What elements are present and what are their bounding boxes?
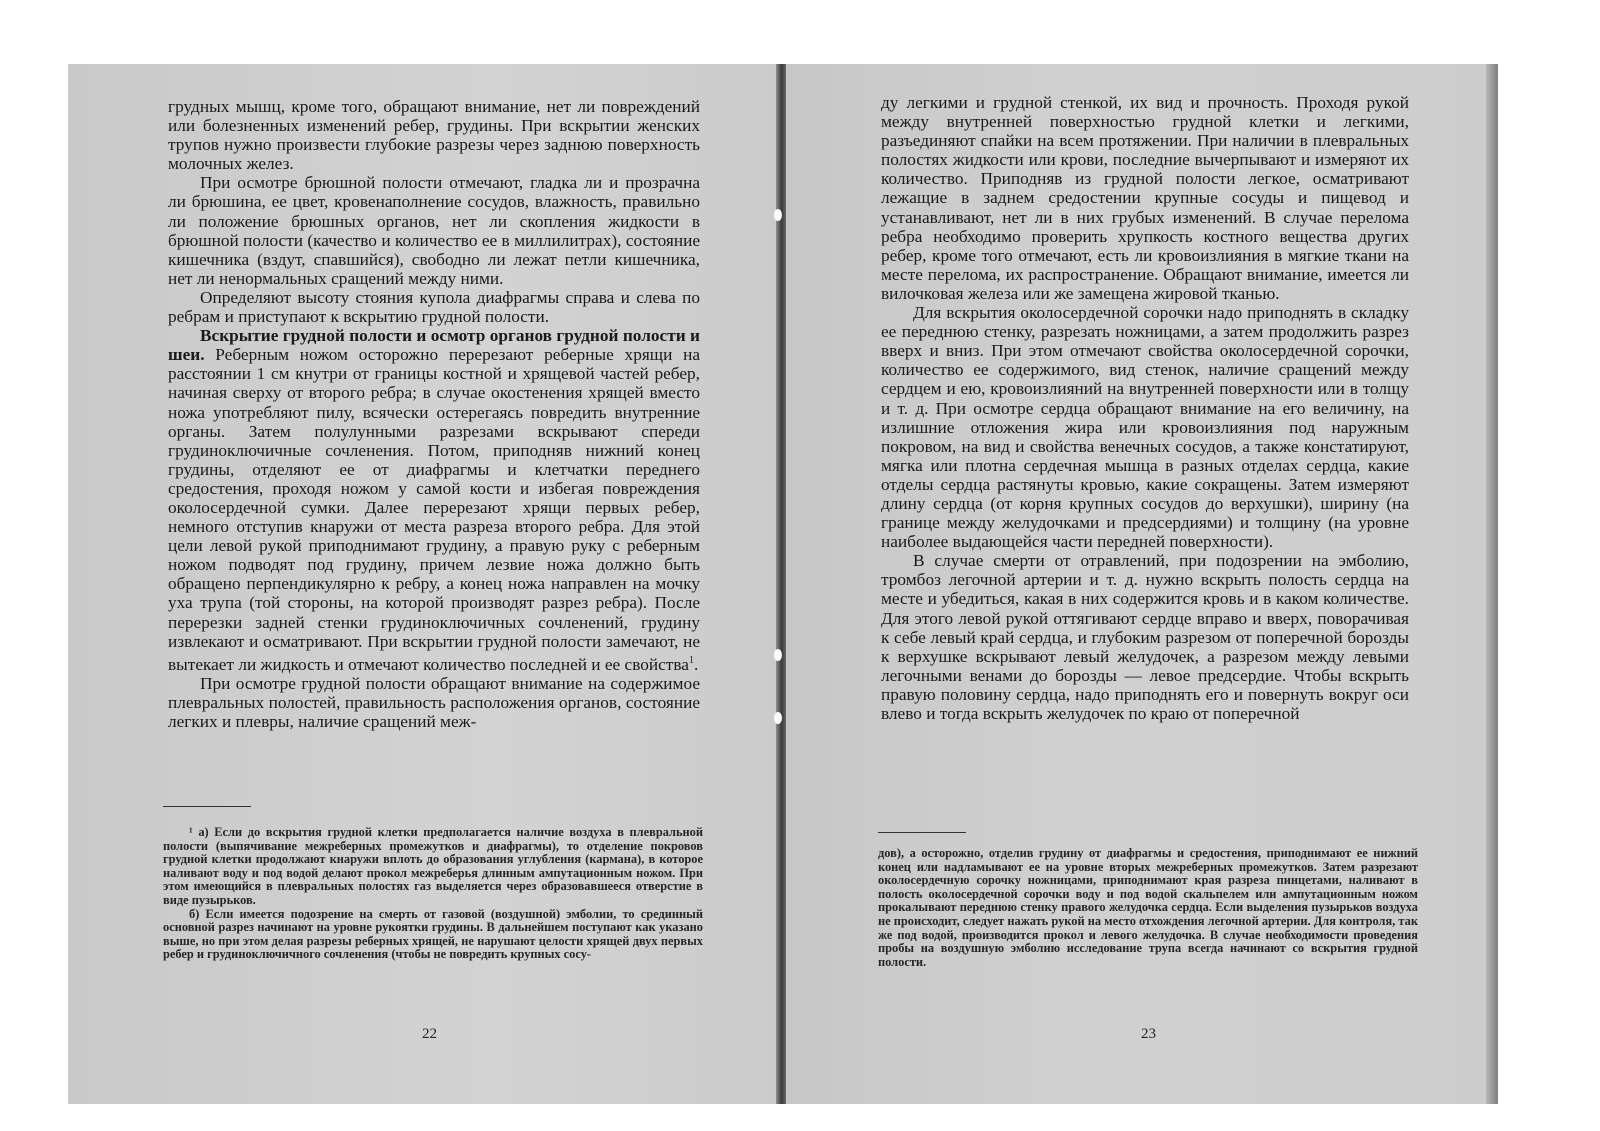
right-main-text [881, 93, 1409, 723]
section-heading-body: Реберным ножом осторожно перерезают реберные хрящи на расстоянии 1 см кнутри от границы костной и хрящевой частей ребер, начиная сверху от второго ребра; в случае окостенения хрящей вместо ножа употребляют пилу, всячески остерегаясь повредить внутренние органы. Затем полулунными разрезами вскрывают спереди грудиноключичные сочленения. Потом, приподняв нижний конец грудины, отделяют ее от диафрагмы и клетчатки переднего средостения, проходя ножом у самой кости и избегая повреждения околосердечной сумки. Далее перерезают хрящи первых ребер, немного отступив кнаружи от места разреза второго ребра. Для этой цели левой рукой приподнимают грудину, а правую руку с реберным ножом подводят под грудину, причем лезвие ножа должно быть обращено перпендикулярно к ребру, а конец ножа направлен на мочку уха трупа (той стороны, на которой производят разрез ребра). После перерезки задней стенки грудиноключичных сочленений, грудину извлекают и осматривают. При вскрытии грудной полости замечают, не вытекает ли жидкость и отмечают количество последней и ее свойства [168, 345, 700, 674]
right-paragraph-1: ду легкими и грудной стенкой, их вид и прочность. Проходя рукой между внутренней поверхностью грудной клетки и легкими, разъединяют спайки на всем протяжении. При наличии в плевральных полостях жидкости или крови, последние вычерпывают и измеряют их количество. Приподняв из грудной полости легкое, осматривают лежащие в заднем средостении крупные сосуды и пищевод и устанавливают, нет ли в них грубых изменений. В случае перелома ребра необходимо проверить хрупкость костного вещества других ребер, кроме того отмечают, есть ли кровоизлияния в мягкие ткани на месте перелома, их распространение. Обращают внимание, имеется ли вилочковая железа или же замещена жировой тканью. [881, 93, 1409, 303]
book-spread [68, 64, 1498, 1104]
left-paragraph-3: Определяют высоту стояния купола диафрагмы справа и слева по ребрам и приступают к вскрытию грудной полости. [168, 287, 700, 327]
section-heading-end: . [693, 654, 699, 674]
left-paragraph-1: грудных мышц, кроме того, обращают внимание, нет ли повреждений или болезненных изменений ребер, грудины. При вскрытии женских трупов нужно произвести глубокие разрезы через заднюю поверхность молочных желез. [168, 97, 700, 174]
left-page-number: 22 [422, 1026, 437, 1042]
left-main-text [168, 97, 700, 731]
page-edge [1486, 64, 1498, 1104]
left-page [68, 64, 778, 1104]
right-page-number: 23 [1141, 1026, 1156, 1042]
right-footnote-continuation: дов), а осторожно, отделив грудину от диафрагмы и средостения, приподнимают ее нижний конец или надламывают ее на уровне вторых межреберных промежутков. Затем разрезают околосердечную сорочку ножницами, приподнимают края разреза пинцетами, наливают в полость околосердечной сорочки воду и под водой скальпелем или ампутационным ножом прокалывают переднюю стенку правого желудочка сердца. Если выделения пузырьков воздуха не происходит, следует нажать рукой на место отхождения легочной артерии. Для контроля, так же под водой, производится прокол и левого желудочка. В случае необходимости проведения пробы на воздушную эмболию исследование трупа всегда начинают со вскрытия грудной полости. [878, 846, 1418, 969]
right-paragraph-2: Для вскрытия околосердечной сорочки надо приподнять в складку ее переднюю стенку, разрезать ножницами, а затем продолжить разрез вверх и вниз. При этом отмечают свойства околосердечной сорочки, количество ее содержимого, вид стенок, наличие сращений между сердцем и ею, кровоизлияний на внутренней поверхности или в толщу и т. д. При осмотре сердца обращают внимание на его величину, на излишние отложения жира или кровоизлияния под наружным покровом, на вид и свойства венечных сосудов, а также констатируют, мягка или плотна сердечная мышца в разных отделах сердца, какие отделы сердца растянуты кровью, какие сокращены. Затем измеряют длину сердца (от корня крупных сосудов до верхушки), ширину (на границе между желудочками и предсердиями) и толщину (на уровне наиболее выдающейся части передней поверхности). [881, 303, 1409, 552]
left-footnote-rule [163, 806, 251, 807]
left-paragraph-4 [168, 326, 700, 673]
right-page [786, 64, 1498, 1104]
binding-hole [774, 712, 782, 724]
left-footnote-b: б) Если имеется подозрение на смерть от газовой (воздушной) эмболии, то срединный основной разрез начинают на уровне рукоятки грудины. В дальнейшем поступают как указано выше, но при этом делая разрезы реберных хрящей, не нарушают целости хрящей двух первых ребер и грудиноключичного сочленения (чтобы не повредить крупных сосу- [163, 906, 703, 962]
right-footnote-rule [878, 832, 966, 833]
left-paragraph-5: При осмотре грудной полости обращают внимание на содержимое плевральных полостей, правильность расположения органов, состояние легких и плевры, наличие сращений меж- [168, 673, 700, 731]
footnote-marker[interactable]: 1 [688, 654, 694, 666]
left-paragraph-2: При осмотре брюшной полости отмечают, гладка ли и прозрачна ли брюшина, ее цвет, кровенаполнение сосудов, влажность, правильно ли положение брюшных органов, нет ли скопления жидкости в брюшной полости (качество и количество ее в миллилитрах), состояние кишечника (вздут, спавшийся), свободно ли лежат петли кишечника, нет ли ненормальных сращений между ними. [168, 173, 700, 288]
right-footnotes [878, 847, 1418, 969]
binding-hole [774, 209, 782, 221]
binding-hole [774, 649, 782, 661]
left-footnotes [163, 826, 703, 962]
section-heading: Вскрытие грудной полости и осмотр органов грудной полости и шеи. [168, 326, 700, 365]
right-paragraph-3: В случае смерти от отравлений, при подозрении на эмболию, тромбоз легочной артерии и т. д. нужно вскрыть полость сердца на месте и убедиться, какая в них содержится кровь и в каком количестве. Для этого левой рукой оттягивают сердце вправо и вверх, поворачивая к себе левый край сердца, и глубоким разрезом от поперечной борозды к верхушке вскрывают левый желудочек, а разрезом между левыми легочными венами до борозды — левое предсердие. Чтобы вскрыть правую половину сердца, надо приподнять его и повернуть вокруг оси влево и тогда вскрыть желудочек по краю от поперечной [881, 551, 1409, 723]
left-footnote-a: ¹ а) Если до вскрытия грудной клетки предполагается наличие воздуха в плевральной полости (выпячивание межреберных промежутков и диафрагмы), то отделение покровов грудной клетки продолжают кнаружи вплоть до образования углубления (кармана), в которое наливают воду и под водой делают прокол межреберья длинным ампутационным ножом. При этом имеющийся в плевральных полостях газ выделяется через образовавшееся отверстие в виде пузырьков. [163, 825, 703, 907]
